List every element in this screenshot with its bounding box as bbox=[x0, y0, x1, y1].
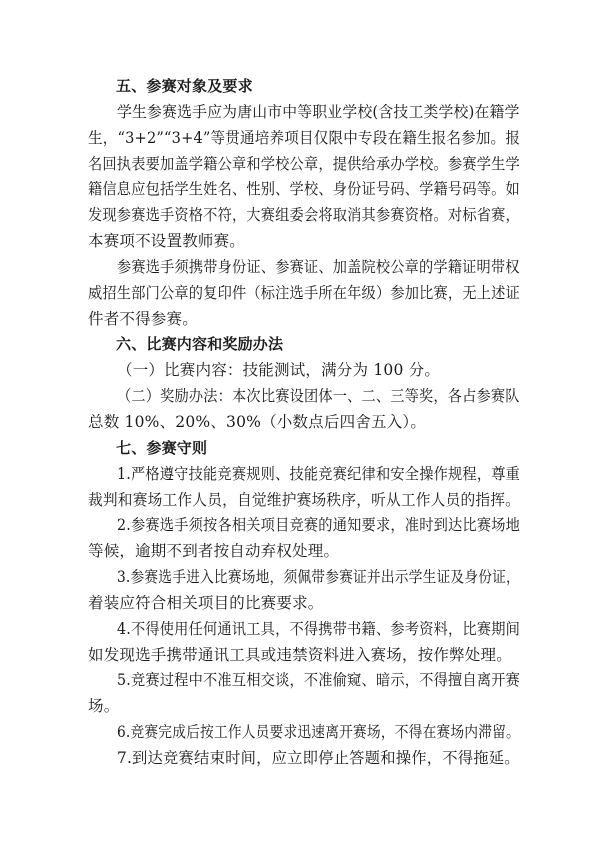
paragraph-line: 5.竞赛过程中不准互相交谈，不准偷窥、暗示，不得擅自离开赛 bbox=[117, 671, 521, 689]
paragraph-line: 4.不得使用任何通讯工具，不得携带书籍、参考资料，比赛期间 bbox=[117, 620, 521, 638]
paragraph-line: （二）奖励办法：本次比赛设团体一、二、三等奖，各占参赛队 bbox=[117, 387, 520, 405]
paragraph-line: （一）比赛内容：技能测试，满分为 100 分。 bbox=[117, 361, 441, 379]
paragraph-line: 7.到达竞赛结束时间，应立即停止答题和操作，不得拖延。 bbox=[117, 749, 520, 767]
paragraph-line: 发现参赛选手资格不符，大赛组委会将取消其参赛资格。对标省赛， bbox=[88, 206, 520, 224]
paragraph-line: 1.严格遵守技能竞赛规则、技能竞赛纪律和安全操作规程，尊重 bbox=[117, 465, 521, 483]
paragraph-line: 总数 10%、20%、30%（小数点后四舍五入）。 bbox=[88, 413, 427, 431]
paragraph-line: 如发现选手携带通讯工具或违禁资料进入赛场，按作弊处理。 bbox=[88, 646, 512, 664]
paragraph-line: 名回执表要加盖学籍公章和学校公章，提供给承办学校。参赛学生学 bbox=[88, 155, 520, 173]
paragraph-line: 2.参赛选手须按各相关项目竞赛的通知要求，准时到达比赛场地 bbox=[117, 516, 521, 534]
paragraph-line: 参赛选手须携带身份证、参赛证、加盖院校公章的学籍证明带权 bbox=[117, 258, 520, 276]
paragraph-line: 着装应符合相关项目的比赛要求。 bbox=[88, 594, 324, 612]
paragraph-line: 件者不得参赛。 bbox=[88, 310, 198, 328]
paragraph-line: 本赛项不设置教师赛。 bbox=[88, 232, 246, 250]
paragraph-line: 6.竞赛完成后按工作人员要求迅速离开赛场，不得在赛场内滞留。 bbox=[117, 723, 520, 741]
paragraph-line: 等候，逾期不到者按自动弃权处理。 bbox=[88, 542, 340, 560]
paragraph-line: 场。 bbox=[88, 697, 120, 715]
section-heading: 六、比赛内容和奖励办法 bbox=[116, 335, 284, 353]
paragraph-line: 学生参赛选手应为唐山市中等职业学校(含技工类学校)在籍学 bbox=[117, 103, 520, 121]
paragraph-line: 3.参赛选手进入比赛场地，须佩带参赛证并出示学生证及身份证， bbox=[117, 568, 520, 586]
paragraph-line: 籍信息应包括学生姓名、性别、学校、身份证号码、学籍号码等。如 bbox=[88, 180, 520, 198]
paragraph-line: 生，“3+2”“3+4”等贯通培养项目仅限中专段在籍生报名参加。报 bbox=[88, 129, 521, 147]
section-heading: 七、参赛守则 bbox=[116, 439, 208, 457]
paragraph-line: 裁判和赛场工作人员，自觉维护赛场秩序，听从工作人员的指挥。 bbox=[88, 491, 521, 509]
section-heading: 五、参赛对象及要求 bbox=[116, 77, 253, 95]
paragraph-line: 威招生部门公章的复印件（标注选手所在年级）参加比赛，无上述证 bbox=[88, 284, 520, 302]
